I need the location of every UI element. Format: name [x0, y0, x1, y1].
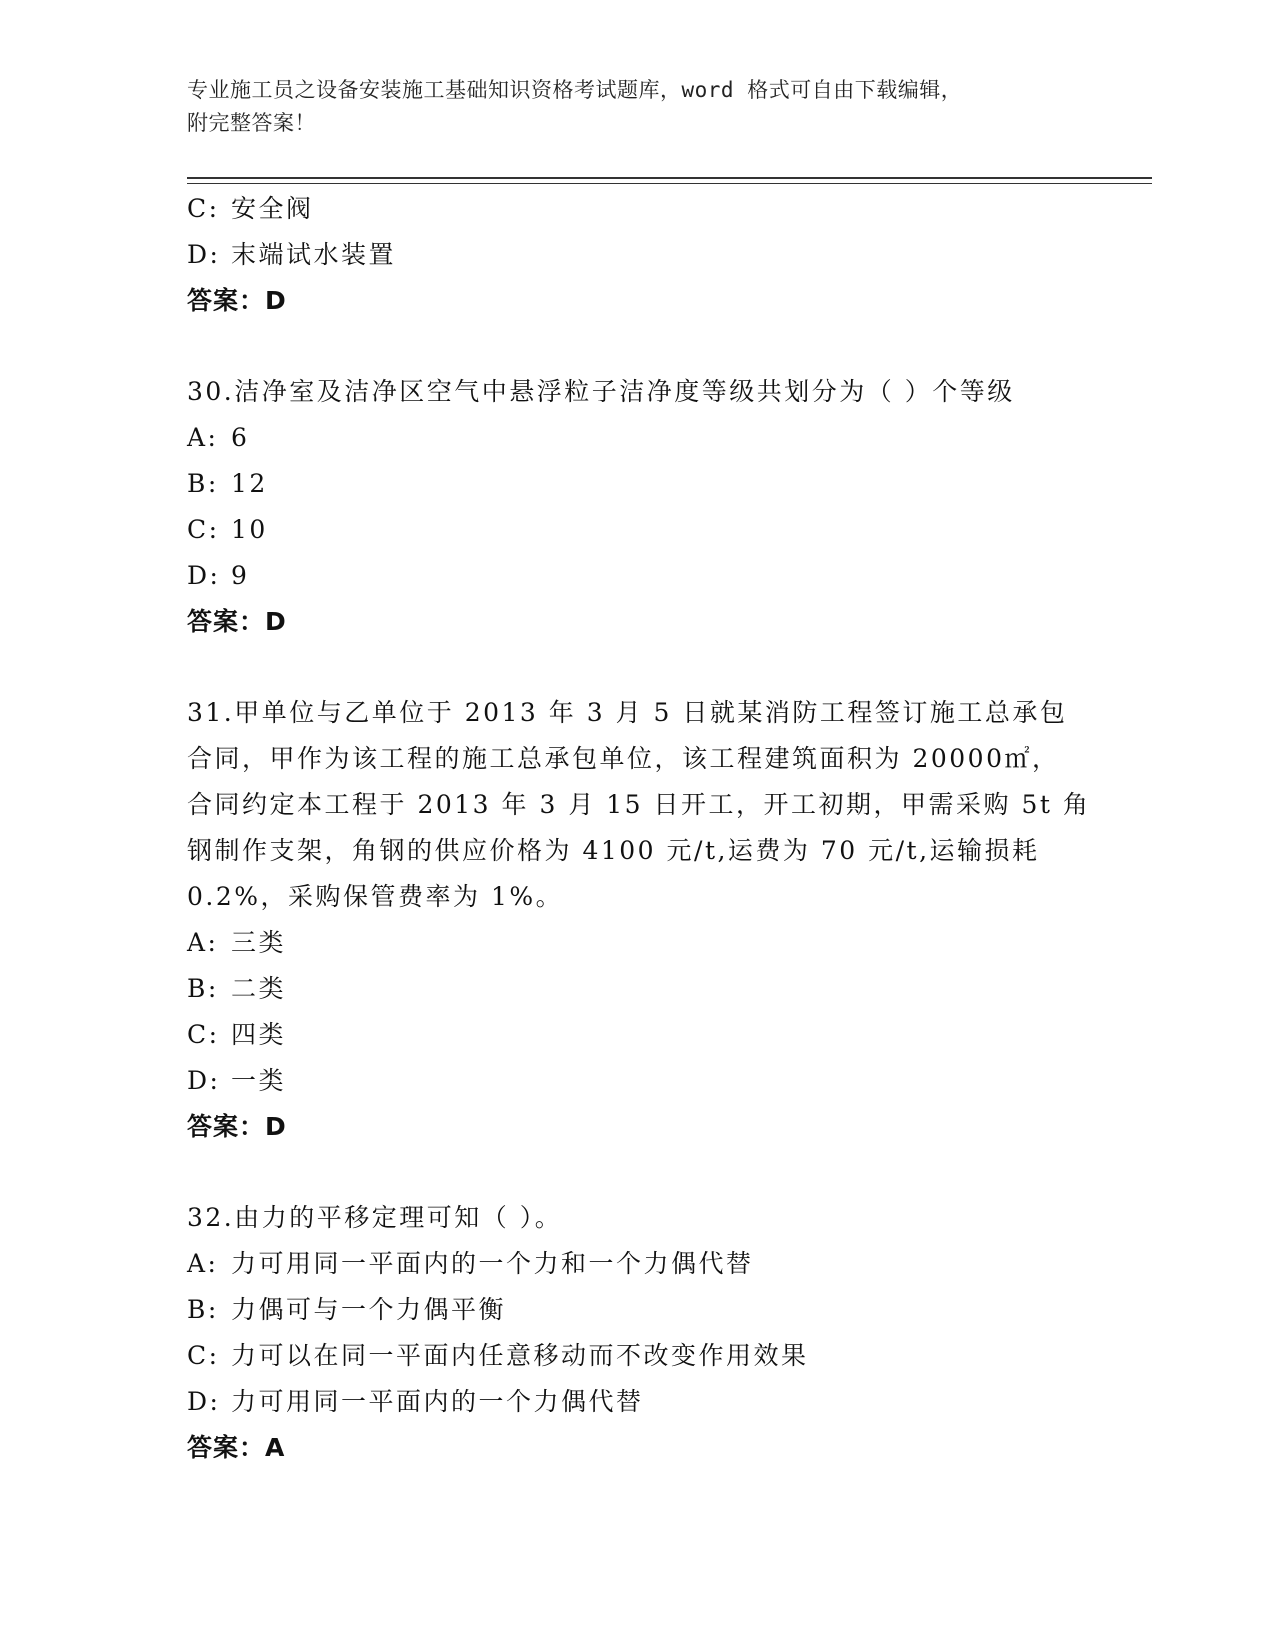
option-c: C: 10 [187, 515, 268, 544]
question-stem-line-4: 钢制作支架，角钢的供应价格为 4100 元/t,运费为 70 元/t,运输损耗 [187, 836, 1040, 865]
answer-line: 答案：A [187, 1433, 286, 1462]
header-line-1: 专业施工员之设备安装施工基础知识资格考试题库，word 格式可自由下载编辑， [187, 78, 963, 102]
option-c: C: 安全阀 [187, 194, 314, 223]
option-b: B: 12 [187, 469, 268, 498]
header-divider-thick [187, 177, 1152, 179]
question-stem-line-1: 31.甲单位与乙单位于 2013 年 3 月 5 日就某消防工程签订施工总承包 [187, 698, 1068, 727]
header-line-2: 附完整答案！ [187, 111, 316, 135]
question-31 [187, 690, 1107, 1150]
question-stem-line-5: 0.2%，采购保管费率为 1%。 [187, 882, 564, 911]
question-stem: 32.由力的平移定理可知（ ）。 [187, 1203, 563, 1232]
option-a: A: 力可用同一平面内的一个力和一个力偶代替 [187, 1249, 754, 1278]
document-header [187, 74, 1087, 140]
option-c: C: 四类 [187, 1020, 287, 1049]
option-b: B: 力偶可与一个力偶平衡 [187, 1295, 507, 1324]
question-30 [187, 369, 1107, 645]
question-stem-line-2: 合同，甲作为该工程的施工总承包单位，该工程建筑面积为 20000㎡， [187, 744, 1060, 773]
option-d: D: 力可用同一平面内的一个力偶代替 [187, 1387, 644, 1416]
option-a: A: 三类 [187, 928, 287, 957]
question-stem: 30.洁净室及洁净区空气中悬浮粒子洁净度等级共划分为（ ）个等级 [187, 377, 1015, 406]
question-32 [187, 1195, 1107, 1471]
question-29-tail [187, 186, 1107, 324]
option-d: D: 9 [187, 561, 250, 590]
answer-line: 答案：D [187, 1112, 287, 1141]
header-divider-thin [187, 183, 1152, 184]
answer-line: 答案：D [187, 607, 287, 636]
question-stem-line-3: 合同约定本工程于 2013 年 3 月 15 日开工，开工初期，甲需采购 5t 角 [187, 790, 1091, 819]
option-d: D: 末端试水装置 [187, 240, 397, 269]
option-d: D: 一类 [187, 1066, 287, 1095]
option-c: C: 力可以在同一平面内任意移动而不改变作用效果 [187, 1341, 809, 1370]
answer-line: 答案：D [187, 286, 287, 315]
option-a: A: 6 [187, 423, 250, 452]
question-list [187, 186, 1107, 1471]
option-b: B: 二类 [187, 974, 287, 1003]
